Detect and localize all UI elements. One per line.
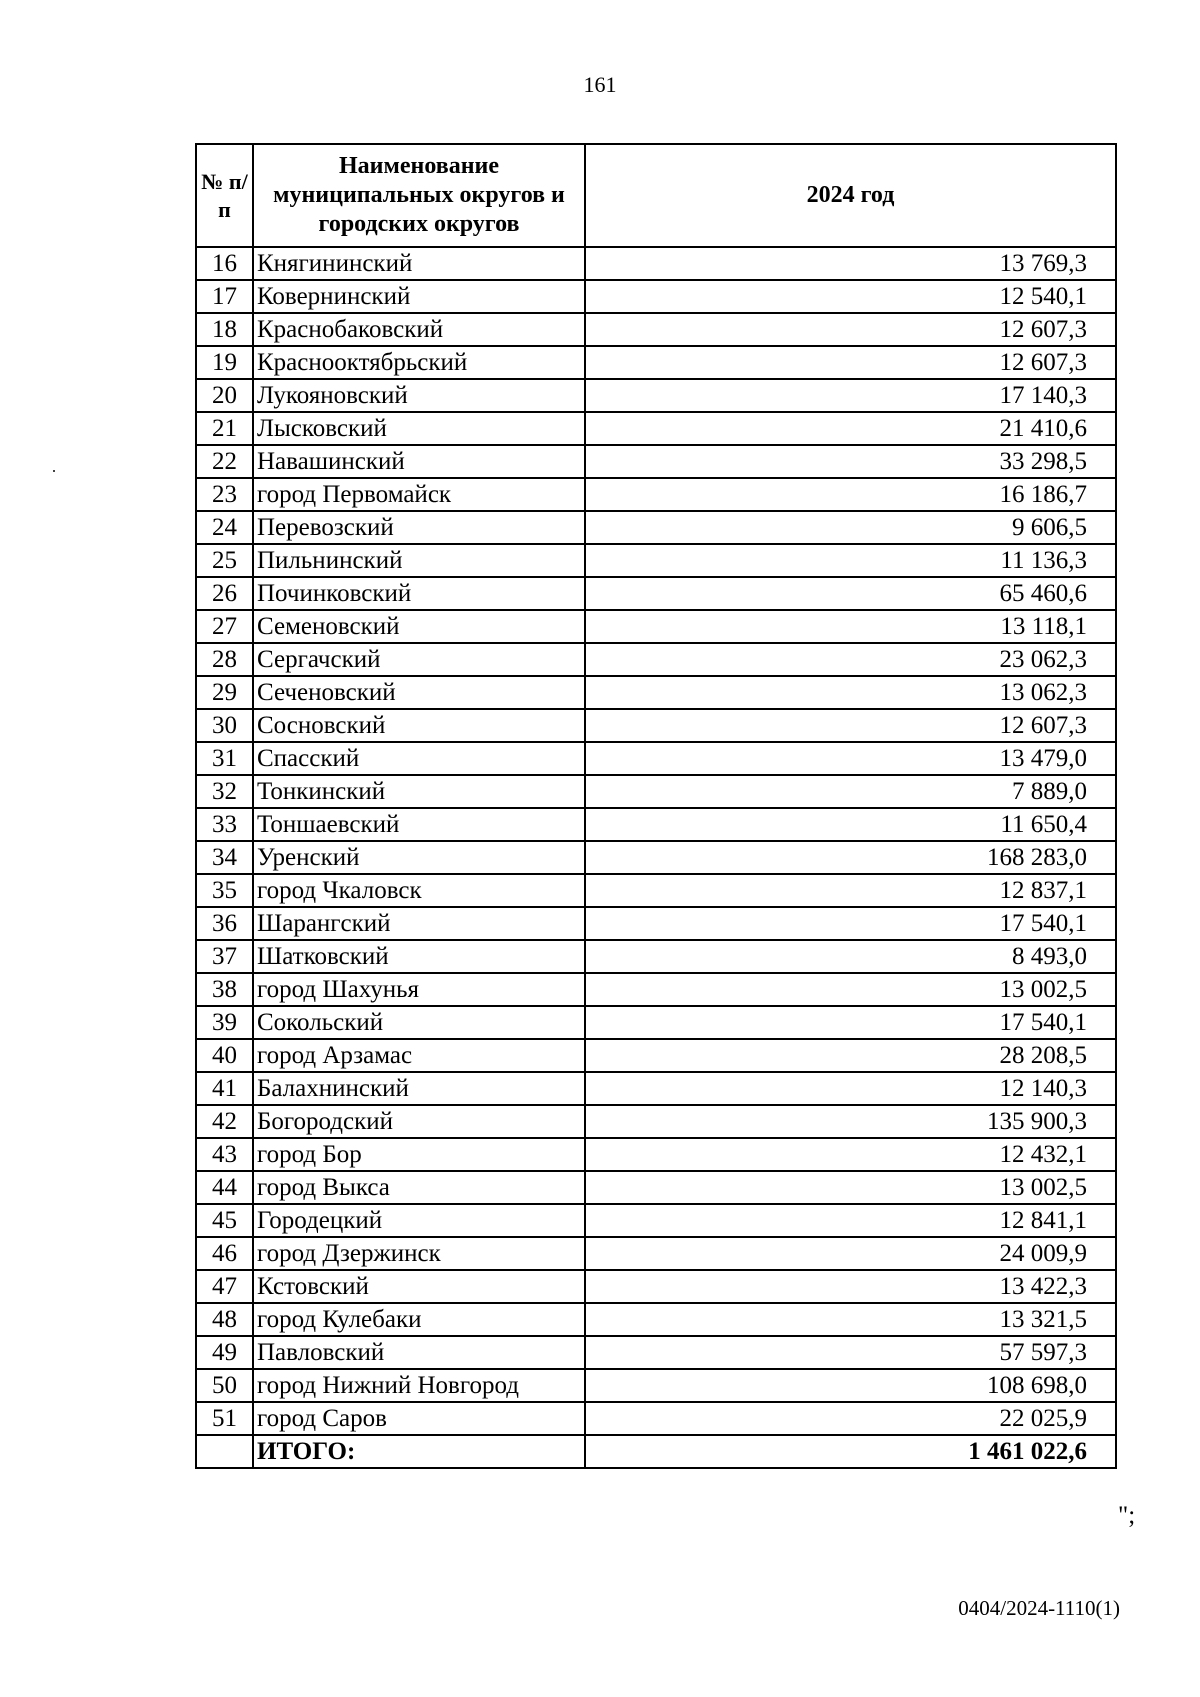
table-row bbox=[196, 1171, 1116, 1204]
row-number: 51 bbox=[196, 1402, 253, 1435]
row-name: Краснооктябрьский bbox=[253, 346, 585, 379]
row-number: 19 bbox=[196, 346, 253, 379]
row-name: Городецкий bbox=[253, 1204, 585, 1237]
row-number: 18 bbox=[196, 313, 253, 346]
total-row bbox=[196, 1435, 1116, 1468]
row-value: 7 889,0 bbox=[585, 775, 1116, 808]
row-number: 40 bbox=[196, 1039, 253, 1072]
row-name: город Кулебаки bbox=[253, 1303, 585, 1336]
row-number: 33 bbox=[196, 808, 253, 841]
row-value: 13 118,1 bbox=[585, 610, 1116, 643]
row-value: 12 432,1 bbox=[585, 1138, 1116, 1171]
table-row bbox=[196, 1270, 1116, 1303]
row-value: 21 410,6 bbox=[585, 412, 1116, 445]
row-value: 13 002,5 bbox=[585, 973, 1116, 1006]
row-value: 22 025,9 bbox=[585, 1402, 1116, 1435]
row-value: 168 283,0 bbox=[585, 841, 1116, 874]
row-value: 11 650,4 bbox=[585, 808, 1116, 841]
table-row bbox=[196, 676, 1116, 709]
row-value: 12 607,3 bbox=[585, 346, 1116, 379]
row-name: Шарангский bbox=[253, 907, 585, 940]
row-number: 50 bbox=[196, 1369, 253, 1402]
table-row bbox=[196, 1039, 1116, 1072]
page-number: 161 bbox=[583, 72, 617, 97]
row-number: 39 bbox=[196, 1006, 253, 1039]
table-row bbox=[196, 1006, 1116, 1039]
row-name: Спасский bbox=[253, 742, 585, 775]
total-number-cell bbox=[196, 1435, 253, 1468]
table-row bbox=[196, 511, 1116, 544]
row-value: 16 186,7 bbox=[585, 478, 1116, 511]
total-value: 1 461 022,6 bbox=[585, 1435, 1116, 1468]
row-number: 24 bbox=[196, 511, 253, 544]
table-row bbox=[196, 577, 1116, 610]
row-name: Ковернинский bbox=[253, 280, 585, 313]
table-header bbox=[196, 144, 1116, 247]
row-number: 47 bbox=[196, 1270, 253, 1303]
table-row bbox=[196, 841, 1116, 874]
row-number: 17 bbox=[196, 280, 253, 313]
row-number: 20 bbox=[196, 379, 253, 412]
row-value: 28 208,5 bbox=[585, 1039, 1116, 1072]
row-number: 34 bbox=[196, 841, 253, 874]
row-number: 23 bbox=[196, 478, 253, 511]
row-number: 46 bbox=[196, 1237, 253, 1270]
row-value: 12 837,1 bbox=[585, 874, 1116, 907]
table-row bbox=[196, 808, 1116, 841]
row-name: Кстовский bbox=[253, 1270, 585, 1303]
row-number: 26 bbox=[196, 577, 253, 610]
header-name: Наименование муниципальных округов и городских округов bbox=[253, 144, 585, 247]
row-name: Краснобаковский bbox=[253, 313, 585, 346]
row-number: 35 bbox=[196, 874, 253, 907]
row-number: 30 bbox=[196, 709, 253, 742]
table-row bbox=[196, 1369, 1116, 1402]
table-row bbox=[196, 1237, 1116, 1270]
row-name: город Первомайск bbox=[253, 478, 585, 511]
row-name: Лысковский bbox=[253, 412, 585, 445]
row-value: 13 769,3 bbox=[585, 247, 1116, 280]
row-value: 17 540,1 bbox=[585, 907, 1116, 940]
table-row bbox=[196, 643, 1116, 676]
row-value: 9 606,5 bbox=[585, 511, 1116, 544]
row-name: город Нижний Новгород bbox=[253, 1369, 585, 1402]
table-row bbox=[196, 478, 1116, 511]
row-number: 29 bbox=[196, 676, 253, 709]
table-row bbox=[196, 445, 1116, 478]
row-name: Сеченовский bbox=[253, 676, 585, 709]
row-value: 13 002,5 bbox=[585, 1171, 1116, 1204]
table-row bbox=[196, 709, 1116, 742]
table-row bbox=[196, 1303, 1116, 1336]
row-value: 24 009,9 bbox=[585, 1237, 1116, 1270]
table-row bbox=[196, 973, 1116, 1006]
table-body bbox=[196, 247, 1116, 1468]
row-number: 27 bbox=[196, 610, 253, 643]
row-name: Навашинский bbox=[253, 445, 585, 478]
row-value: 23 062,3 bbox=[585, 643, 1116, 676]
table-row bbox=[196, 379, 1116, 412]
row-name: Балахнинский bbox=[253, 1072, 585, 1105]
row-value: 13 479,0 bbox=[585, 742, 1116, 775]
row-number: 48 bbox=[196, 1303, 253, 1336]
row-name: город Арзамас bbox=[253, 1039, 585, 1072]
row-value: 12 841,1 bbox=[585, 1204, 1116, 1237]
table-row bbox=[196, 247, 1116, 280]
row-name: Сосновский bbox=[253, 709, 585, 742]
row-value: 8 493,0 bbox=[585, 940, 1116, 973]
row-value: 108 698,0 bbox=[585, 1369, 1116, 1402]
row-number: 36 bbox=[196, 907, 253, 940]
row-number: 45 bbox=[196, 1204, 253, 1237]
row-value: 13 062,3 bbox=[585, 676, 1116, 709]
row-number: 32 bbox=[196, 775, 253, 808]
row-number: 38 bbox=[196, 973, 253, 1006]
table-row bbox=[196, 544, 1116, 577]
table-row bbox=[196, 1105, 1116, 1138]
row-number: 25 bbox=[196, 544, 253, 577]
row-value: 12 607,3 bbox=[585, 709, 1116, 742]
table-row bbox=[196, 907, 1116, 940]
row-name: город Бор bbox=[253, 1138, 585, 1171]
table-row bbox=[196, 874, 1116, 907]
row-name: Павловский bbox=[253, 1336, 585, 1369]
row-value: 12 140,3 bbox=[585, 1072, 1116, 1105]
row-value: 65 460,6 bbox=[585, 577, 1116, 610]
row-value: 13 422,3 bbox=[585, 1270, 1116, 1303]
row-number: 22 bbox=[196, 445, 253, 478]
row-number: 49 bbox=[196, 1336, 253, 1369]
row-number: 41 bbox=[196, 1072, 253, 1105]
row-number: 42 bbox=[196, 1105, 253, 1138]
row-value: 12 607,3 bbox=[585, 313, 1116, 346]
table-row bbox=[196, 742, 1116, 775]
row-value: 11 136,3 bbox=[585, 544, 1116, 577]
table-row bbox=[196, 610, 1116, 643]
allocation-table bbox=[195, 143, 1117, 1469]
row-name: город Саров bbox=[253, 1402, 585, 1435]
row-value: 13 321,5 bbox=[585, 1303, 1116, 1336]
row-name: Тоншаевский bbox=[253, 808, 585, 841]
table-row bbox=[196, 940, 1116, 973]
table-row bbox=[196, 1138, 1116, 1171]
row-name: Пильнинский bbox=[253, 544, 585, 577]
header-year: 2024 год bbox=[585, 144, 1116, 247]
table-row bbox=[196, 280, 1116, 313]
row-number: 31 bbox=[196, 742, 253, 775]
row-value: 17 140,3 bbox=[585, 379, 1116, 412]
row-number: 43 bbox=[196, 1138, 253, 1171]
row-value: 17 540,1 bbox=[585, 1006, 1116, 1039]
row-name: Перевозский bbox=[253, 511, 585, 544]
row-value: 135 900,3 bbox=[585, 1105, 1116, 1138]
row-name: Семеновский bbox=[253, 610, 585, 643]
row-number: 37 bbox=[196, 940, 253, 973]
row-name: Лукояновский bbox=[253, 379, 585, 412]
scan-artifact bbox=[53, 470, 55, 472]
row-number: 16 bbox=[196, 247, 253, 280]
table-row bbox=[196, 1072, 1116, 1105]
allocation-table-container bbox=[195, 143, 1117, 1469]
table-row bbox=[196, 313, 1116, 346]
row-name: Починковский bbox=[253, 577, 585, 610]
row-name: Сокольский bbox=[253, 1006, 585, 1039]
document-code: 0404/2024-1110(1) bbox=[958, 1596, 1120, 1620]
row-value: 33 298,5 bbox=[585, 445, 1116, 478]
row-name: город Чкаловск bbox=[253, 874, 585, 907]
row-name: Уренский bbox=[253, 841, 585, 874]
row-value: 57 597,3 bbox=[585, 1336, 1116, 1369]
table-row bbox=[196, 1402, 1116, 1435]
table-row bbox=[196, 346, 1116, 379]
row-number: 44 bbox=[196, 1171, 253, 1204]
row-name: город Дзержинск bbox=[253, 1237, 585, 1270]
row-value: 12 540,1 bbox=[585, 280, 1116, 313]
row-name: город Шахунья bbox=[253, 973, 585, 1006]
row-number: 28 bbox=[196, 643, 253, 676]
total-label: ИТОГО: bbox=[253, 1435, 585, 1468]
closing-mark: "; bbox=[1118, 1502, 1136, 1529]
row-name: Тонкинский bbox=[253, 775, 585, 808]
row-name: Шатковский bbox=[253, 940, 585, 973]
row-name: Княгининский bbox=[253, 247, 585, 280]
row-name: Богородский bbox=[253, 1105, 585, 1138]
row-name: Сергачский bbox=[253, 643, 585, 676]
row-number: 21 bbox=[196, 412, 253, 445]
table-row bbox=[196, 1336, 1116, 1369]
table-row bbox=[196, 412, 1116, 445]
table-row bbox=[196, 1204, 1116, 1237]
table-row bbox=[196, 775, 1116, 808]
row-name: город Выкса bbox=[253, 1171, 585, 1204]
header-number: № п/п bbox=[196, 144, 253, 247]
